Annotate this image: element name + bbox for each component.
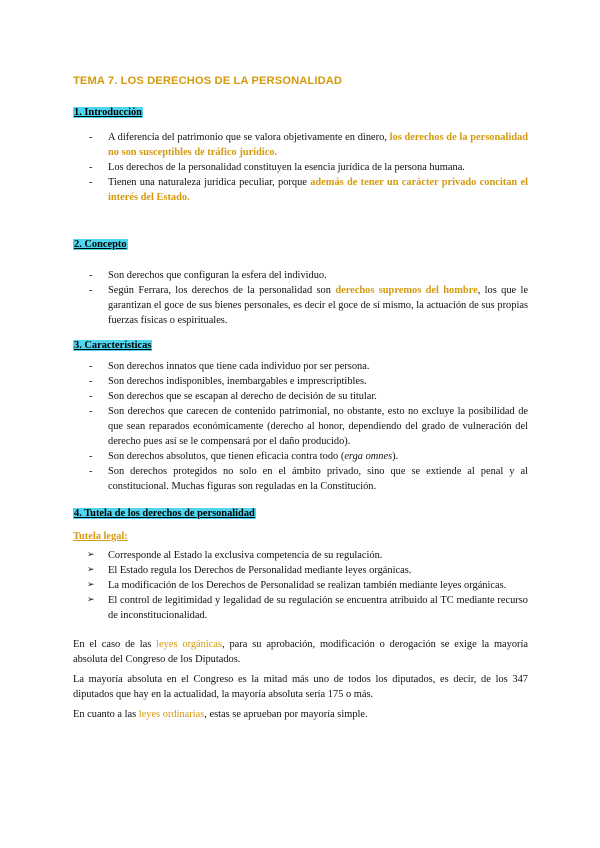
paragraph-mayoria-absoluta: La mayoría absoluta en el Congreso es la mitad más uno de todos los diputados, es decir, de los 347 diputados que hay en la actualidad, la mayoría absoluta sería 175 o más. bbox=[73, 674, 528, 700]
list-item: - Son derechos indisponibles, inembargables e imprescriptibles. bbox=[73, 374, 528, 389]
arrow-bullet-icon: ➢ bbox=[87, 565, 95, 575]
list-item bbox=[73, 283, 528, 328]
subheading-tutela-legal: Tutela legal: bbox=[73, 531, 128, 542]
section-heading: 3. Características bbox=[74, 340, 152, 351]
item-text: El Estado regula los Derechos de Personalidad mediante leyes orgánicas. bbox=[108, 565, 412, 576]
section-concepto bbox=[73, 237, 528, 252]
item-text: Tienen una naturaleza jurídica peculiar, porque bbox=[108, 177, 311, 188]
item-text: , los que le garantizan el goce de sus bienes personales, es decir el goce de sí mismo, la actuación de sus propias fuerzas físicas o espirituales. bbox=[108, 285, 528, 326]
list-tutela bbox=[73, 548, 528, 623]
arrow-bullet-icon: ➢ bbox=[87, 580, 95, 590]
paragraph-leyes-ordinarias bbox=[73, 707, 528, 722]
list-item bbox=[73, 593, 528, 623]
item-text: ). bbox=[392, 451, 399, 462]
paragraph-highlight: leyes orgánicas bbox=[156, 639, 223, 650]
list-item: - Son derechos innatos que tiene cada individuo por ser persona. bbox=[73, 359, 528, 374]
list-item: - Son derechos protegidos no solo en el ámbito privado, sino que se extiende al penal y al constitucional. Muchas figuras son reguladas en la Constitución. bbox=[73, 464, 528, 494]
document-page bbox=[73, 70, 528, 722]
list-item bbox=[73, 449, 528, 464]
paragraph-text: En cuanto a las bbox=[73, 709, 139, 720]
item-text: Según Ferrara, los derechos de la personalidad son bbox=[108, 285, 336, 296]
item-text: A diferencia del patrimonio que se valora objetivamente en dinero, bbox=[108, 132, 390, 143]
item-highlight: los derechos de la personalidad no son susceptibles de tráfico jurídico. bbox=[108, 132, 528, 158]
section-caracteristicas bbox=[73, 338, 528, 353]
list-item bbox=[73, 578, 528, 593]
list-item: - Son derechos que configuran la esfera del individuo. bbox=[73, 268, 528, 283]
paragraph-text: , para su aprobación, modificación o derogación se exige la mayoría absoluta del Congreso de los Diputados. bbox=[73, 639, 528, 665]
arrow-bullet-icon: ➢ bbox=[87, 595, 95, 605]
paragraph-text: , estas se aprueban por mayoría simple. bbox=[204, 709, 368, 720]
list-item bbox=[73, 130, 528, 160]
paragraph-highlight: leyes ordinarias bbox=[138, 709, 205, 720]
section-heading: 1. Introducción bbox=[74, 107, 142, 118]
item-highlight: además de tener un carácter privado concitan el interés del Estado. bbox=[108, 177, 528, 203]
list-item bbox=[73, 563, 528, 578]
document-title: TEMA 7. LOS DERECHOS DE LA PERSONALIDAD bbox=[73, 75, 343, 87]
list-item: - Son derechos que carecen de contenido patrimonial, no obstante, esto no excluye la posibilidad de que sean reparados económicamente (derecho al honor, dependiendo del grado de vulneración del derecho pues así se le compensará por el daño producido). bbox=[73, 404, 528, 449]
list-item bbox=[73, 175, 528, 205]
paragraph-text: En el caso de las bbox=[73, 639, 157, 650]
section-introduccion bbox=[73, 105, 528, 120]
item-text: Corresponde al Estado la exclusiva competencia de su regulación. bbox=[108, 550, 383, 561]
item-highlight: derechos supremos del hombre bbox=[335, 285, 478, 296]
item-text: La modificación de los Derechos de Personalidad se realizan también mediante leyes orgánicas. bbox=[108, 580, 507, 591]
paragraph-leyes-organicas bbox=[73, 637, 528, 667]
list-concepto bbox=[73, 268, 528, 328]
list-item: - Los derechos de la personalidad constituyen la esencia jurídica de la persona humana. bbox=[73, 160, 528, 175]
list-caracteristicas bbox=[73, 359, 528, 494]
section-heading: 2. Concepto bbox=[74, 239, 127, 250]
arrow-bullet-icon: ➢ bbox=[87, 550, 95, 560]
section-heading: 4. Tutela de los derechos de personalidad bbox=[74, 508, 255, 519]
item-text: El control de legitimidad y legalidad de su regulación se encuentra atribuido al TC mediante recurso de inconstitucionalidad. bbox=[108, 595, 528, 621]
list-introduccion bbox=[73, 130, 528, 205]
list-item bbox=[73, 548, 528, 563]
item-italic: erga omnes bbox=[344, 451, 393, 462]
item-text: Son derechos absolutos, que tienen eficacia contra todo ( bbox=[108, 451, 345, 462]
list-item: - Son derechos que se escapan al derecho de decisión de su titular. bbox=[73, 389, 528, 404]
section-tutela bbox=[73, 506, 528, 521]
